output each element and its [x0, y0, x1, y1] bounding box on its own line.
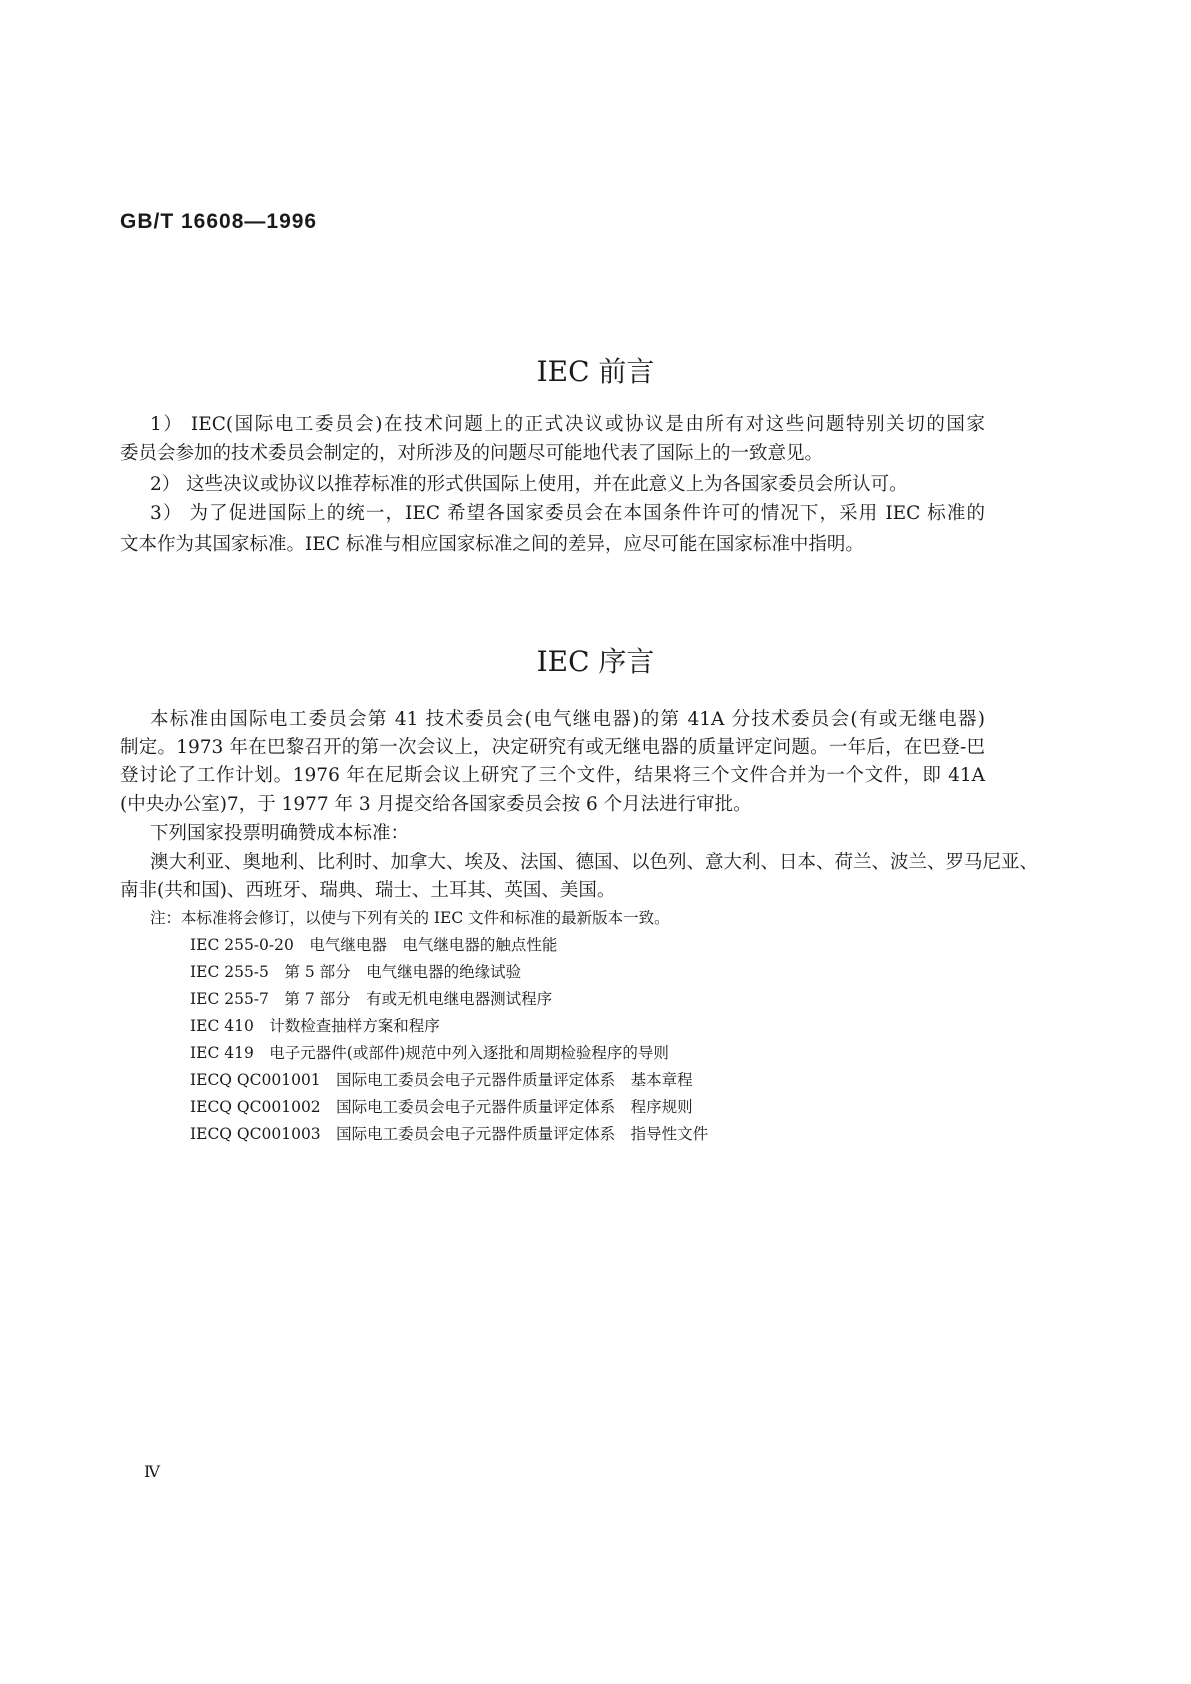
preface-title: IEC 序言 [536, 645, 655, 678]
reference-item: IEC 419 电子元器件(或部件)规范中列入逐批和周期检验程序的导则 [190, 1044, 669, 1062]
page-number: Ⅳ [144, 1462, 160, 1481]
foreword-line: 2） 这些决议或协议以推荐标准的形式供国际上使用，并在此意义上为各国家委员会所认可。 [150, 474, 908, 495]
preface-line: 南非(共和国)、西班牙、瑞典、瑞士、土耳其、英国、美国。 [120, 880, 616, 901]
preface-line: 制定。1973 年在巴黎召开的第一次会议上，决定研究有或无继电器的质量评定问题。一年后，在巴登-巴 [120, 737, 985, 758]
reference-item: IECQ QC001002 国际电工委员会电子元器件质量评定体系 程序规则 [190, 1098, 693, 1116]
preface-line: (中央办公室)7，于 1977 年 3 月提交给各国家委员会按 6 个月法进行审批。 [120, 794, 752, 815]
reference-item: IEC 410 计数检查抽样方案和程序 [190, 1017, 440, 1035]
reference-item: IECQ QC001003 国际电工委员会电子元器件质量评定体系 指导性文件 [190, 1125, 709, 1143]
reference-item: IEC 255-7 第 7 部分 有或无机电继电器测试程序 [190, 990, 553, 1008]
reference-item: IEC 255-5 第 5 部分 电气继电器的绝缘试验 [190, 963, 522, 981]
foreword-title: IEC 前言 [536, 355, 655, 388]
preface-line: 本标准由国际电工委员会第 41 技术委员会(电气继电器)的第 41A 分技术委员会(有或无继电器) [150, 709, 985, 730]
foreword-line: 委员会参加的技术委员会制定的，对所涉及的问题尽可能地代表了国际上的一致意见。 [120, 443, 824, 464]
preface-line: 下列国家投票明确赞成本标准： [150, 823, 410, 844]
reference-item: IEC 255-0-20 电气继电器 电气继电器的触点性能 [190, 936, 558, 954]
preface-note: 注：本标准将会修订，以使与下列有关的 IEC 文件和标准的最新版本一致。 [150, 909, 670, 927]
preface-line: 登讨论了工作计划。1976 年在尼斯会议上研究了三个文件，结果将三个文件合并为一个文件，即 41A [120, 765, 985, 786]
foreword-line: 文本作为其国家标准。IEC 标准与相应国家标准之间的差异，应尽可能在国家标准中指明。 [120, 534, 864, 555]
foreword-line: 3） 为了促进国际上的统一，IEC 希望各国家委员会在本国条件许可的情况下，采用 IEC 标准的 [150, 503, 985, 524]
foreword-line: 1） IEC(国际电工委员会)在技术问题上的正式决议或协议是由所有对这些问题特别关切的国家 [150, 414, 985, 435]
preface-line: 澳大利亚、奥地利、比利时、加拿大、埃及、法国、德国、以色列、意大利、日本、荷兰、波兰、罗马尼亚、 [150, 852, 1039, 873]
reference-item: IECQ QC001001 国际电工委员会电子元器件质量评定体系 基本章程 [190, 1071, 693, 1089]
document-number: GB/T 16608—1996 [120, 210, 318, 233]
